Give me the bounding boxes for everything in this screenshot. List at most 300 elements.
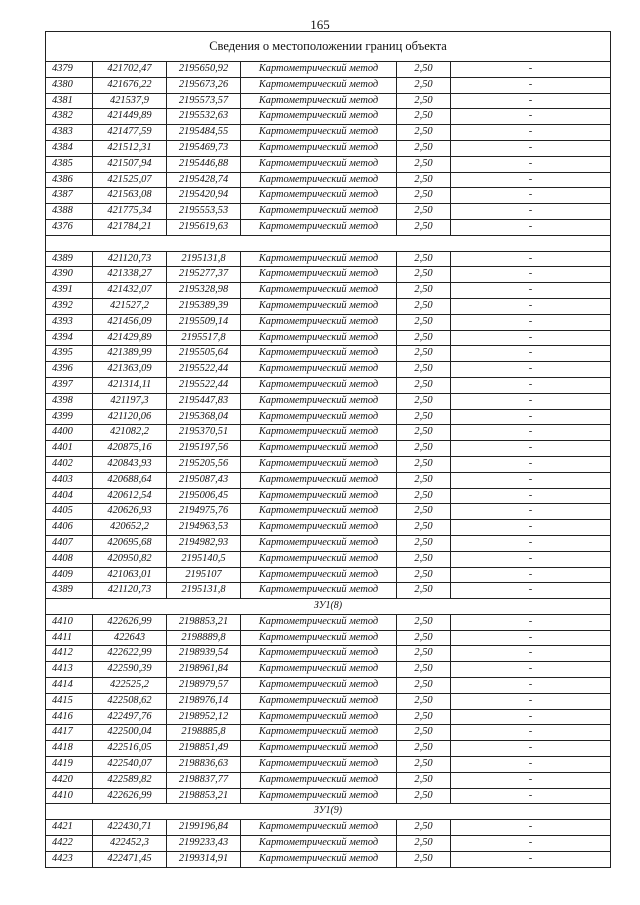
table-row xyxy=(46,567,611,583)
table-row xyxy=(46,441,611,457)
section-header-row xyxy=(46,599,611,615)
note-cell: - xyxy=(451,646,611,662)
point-number-cell: 4421 xyxy=(46,820,93,836)
coord-x-cell: 420695,68 xyxy=(93,535,167,551)
coord-x-cell: 421197,3 xyxy=(93,393,167,409)
point-number-cell: 4402 xyxy=(46,456,93,472)
method-cell: Картометрический метод xyxy=(241,693,397,709)
precision-cell: 2,50 xyxy=(397,441,451,457)
coord-y-cell: 2195277,37 xyxy=(167,267,241,283)
coord-x-cell: 420626,93 xyxy=(93,504,167,520)
coord-y-cell: 2195673,26 xyxy=(167,77,241,93)
note-cell: - xyxy=(451,62,611,78)
note-cell: - xyxy=(451,741,611,757)
coord-y-cell: 2195420,94 xyxy=(167,188,241,204)
coord-x-cell: 422430,71 xyxy=(93,820,167,836)
table-row xyxy=(46,504,611,520)
note-cell: - xyxy=(451,488,611,504)
coord-y-cell: 2198889,8 xyxy=(167,630,241,646)
coord-x-cell: 421512,31 xyxy=(93,140,167,156)
note-cell: - xyxy=(451,172,611,188)
method-cell: Картометрический метод xyxy=(241,267,397,283)
note-cell: - xyxy=(451,425,611,441)
note-cell: - xyxy=(451,820,611,836)
note-cell: - xyxy=(451,662,611,678)
coord-x-cell: 421063,01 xyxy=(93,567,167,583)
precision-cell: 2,50 xyxy=(397,630,451,646)
table-row xyxy=(46,62,611,78)
method-cell: Картометрический метод xyxy=(241,77,397,93)
note-cell: - xyxy=(451,393,611,409)
coord-y-cell: 2195517,8 xyxy=(167,330,241,346)
table-row xyxy=(46,346,611,362)
method-cell: Картометрический метод xyxy=(241,362,397,378)
coord-x-cell: 421338,27 xyxy=(93,267,167,283)
note-cell: - xyxy=(451,772,611,788)
table-row xyxy=(46,77,611,93)
method-cell: Картометрический метод xyxy=(241,298,397,314)
coord-y-cell: 2195197,56 xyxy=(167,441,241,457)
table-row xyxy=(46,551,611,567)
table-row xyxy=(46,172,611,188)
coord-x-cell: 420875,16 xyxy=(93,441,167,457)
point-number-cell: 4412 xyxy=(46,646,93,662)
coord-x-cell: 422497,76 xyxy=(93,709,167,725)
point-number-cell: 4393 xyxy=(46,314,93,330)
coord-x-cell: 421432,07 xyxy=(93,283,167,299)
method-cell: Картометрический метод xyxy=(241,772,397,788)
point-number-cell: 4408 xyxy=(46,551,93,567)
coord-y-cell: 2195428,74 xyxy=(167,172,241,188)
precision-cell: 2,50 xyxy=(397,393,451,409)
method-cell: Картометрический метод xyxy=(241,614,397,630)
method-cell: Картометрический метод xyxy=(241,820,397,836)
point-number-cell: 4389 xyxy=(46,583,93,599)
point-number-cell: 4392 xyxy=(46,298,93,314)
table-row xyxy=(46,125,611,141)
precision-cell: 2,50 xyxy=(397,409,451,425)
point-number-cell: 4409 xyxy=(46,567,93,583)
coord-y-cell: 2198952,12 xyxy=(167,709,241,725)
method-cell: Картометрический метод xyxy=(241,219,397,235)
coord-x-cell: 421563,08 xyxy=(93,188,167,204)
coord-y-cell: 2195328,98 xyxy=(167,283,241,299)
coord-x-cell: 422622,99 xyxy=(93,646,167,662)
note-cell: - xyxy=(451,109,611,125)
method-cell: Картометрический метод xyxy=(241,156,397,172)
note-cell: - xyxy=(451,709,611,725)
note-cell: - xyxy=(451,267,611,283)
table-row xyxy=(46,488,611,504)
note-cell: - xyxy=(451,678,611,694)
precision-cell: 2,50 xyxy=(397,820,451,836)
method-cell: Картометрический метод xyxy=(241,346,397,362)
table-row xyxy=(46,630,611,646)
coord-x-cell: 421525,07 xyxy=(93,172,167,188)
table-row xyxy=(46,693,611,709)
coord-x-cell: 421449,89 xyxy=(93,109,167,125)
method-cell: Картометрический метод xyxy=(241,836,397,852)
method-cell: Картометрический метод xyxy=(241,204,397,220)
coord-y-cell: 2195553,53 xyxy=(167,204,241,220)
point-number-cell: 4418 xyxy=(46,741,93,757)
table-row xyxy=(46,425,611,441)
table-row xyxy=(46,393,611,409)
point-number-cell: 4406 xyxy=(46,520,93,536)
point-number-cell: 4396 xyxy=(46,362,93,378)
coord-x-cell: 422525,2 xyxy=(93,678,167,694)
table-row xyxy=(46,725,611,741)
coord-x-cell: 421507,94 xyxy=(93,156,167,172)
method-cell: Картометрический метод xyxy=(241,377,397,393)
coord-x-cell: 420843,93 xyxy=(93,456,167,472)
point-number-cell: 4394 xyxy=(46,330,93,346)
table-row xyxy=(46,772,611,788)
point-number-cell: 4379 xyxy=(46,62,93,78)
note-cell: - xyxy=(451,788,611,804)
precision-cell: 2,50 xyxy=(397,678,451,694)
note-cell: - xyxy=(451,504,611,520)
table-row xyxy=(46,298,611,314)
coord-x-cell: 420950,82 xyxy=(93,551,167,567)
precision-cell: 2,50 xyxy=(397,772,451,788)
precision-cell: 2,50 xyxy=(397,757,451,773)
coord-x-cell: 421676,22 xyxy=(93,77,167,93)
note-cell: - xyxy=(451,551,611,567)
note-cell: - xyxy=(451,93,611,109)
section-header-row xyxy=(46,804,611,820)
method-cell: Картометрический метод xyxy=(241,425,397,441)
point-number-cell: 4411 xyxy=(46,630,93,646)
coord-y-cell: 2195505,64 xyxy=(167,346,241,362)
coord-y-cell: 2198851,49 xyxy=(167,741,241,757)
table-row xyxy=(46,409,611,425)
coord-y-cell: 2195509,14 xyxy=(167,314,241,330)
note-cell: - xyxy=(451,456,611,472)
point-number-cell: 4382 xyxy=(46,109,93,125)
precision-cell: 2,50 xyxy=(397,172,451,188)
coord-y-cell: 2194982,93 xyxy=(167,535,241,551)
point-number-cell: 4423 xyxy=(46,851,93,867)
coord-y-cell: 2195087,43 xyxy=(167,472,241,488)
coord-y-cell: 2198976,14 xyxy=(167,693,241,709)
point-number-cell: 4398 xyxy=(46,393,93,409)
precision-cell: 2,50 xyxy=(397,583,451,599)
coord-x-cell: 422452,3 xyxy=(93,836,167,852)
precision-cell: 2,50 xyxy=(397,314,451,330)
coord-x-cell: 421775,34 xyxy=(93,204,167,220)
note-cell: - xyxy=(451,204,611,220)
point-number-cell: 4410 xyxy=(46,614,93,630)
boundary-coordinates-table xyxy=(45,31,611,868)
precision-cell: 2,50 xyxy=(397,646,451,662)
table-row xyxy=(46,456,611,472)
table-row xyxy=(46,267,611,283)
note-cell: - xyxy=(451,693,611,709)
coord-y-cell: 2194975,76 xyxy=(167,504,241,520)
coord-y-cell: 2195532,63 xyxy=(167,109,241,125)
point-number-cell: 4388 xyxy=(46,204,93,220)
point-number-cell: 4419 xyxy=(46,757,93,773)
point-number-cell: 4397 xyxy=(46,377,93,393)
precision-cell: 2,50 xyxy=(397,204,451,220)
point-number-cell: 4415 xyxy=(46,693,93,709)
precision-cell: 2,50 xyxy=(397,188,451,204)
method-cell: Картометрический метод xyxy=(241,662,397,678)
point-number-cell: 4399 xyxy=(46,409,93,425)
method-cell: Картометрический метод xyxy=(241,678,397,694)
note-cell: - xyxy=(451,314,611,330)
method-cell: Картометрический метод xyxy=(241,441,397,457)
note-cell: - xyxy=(451,219,611,235)
coord-y-cell: 2195522,44 xyxy=(167,377,241,393)
method-cell: Картометрический метод xyxy=(241,172,397,188)
coord-x-cell: 420612,54 xyxy=(93,488,167,504)
note-cell: - xyxy=(451,140,611,156)
note-cell: - xyxy=(451,409,611,425)
note-cell: - xyxy=(451,630,611,646)
table-row xyxy=(46,109,611,125)
table-row xyxy=(46,156,611,172)
point-number-cell: 4400 xyxy=(46,425,93,441)
method-cell: Картометрический метод xyxy=(241,93,397,109)
method-cell: Картометрический метод xyxy=(241,725,397,741)
coord-y-cell: 2195447,83 xyxy=(167,393,241,409)
table-row xyxy=(46,204,611,220)
table-row xyxy=(46,788,611,804)
coord-y-cell: 2195131,8 xyxy=(167,583,241,599)
precision-cell: 2,50 xyxy=(397,93,451,109)
coord-y-cell: 2198853,21 xyxy=(167,614,241,630)
coord-x-cell: 421120,73 xyxy=(93,251,167,267)
point-number-cell: 4410 xyxy=(46,788,93,804)
point-number-cell: 4390 xyxy=(46,267,93,283)
section-label: ЗУ1(8) xyxy=(46,599,611,615)
coord-x-cell: 421429,89 xyxy=(93,330,167,346)
note-cell: - xyxy=(451,851,611,867)
point-number-cell: 4395 xyxy=(46,346,93,362)
precision-cell: 2,50 xyxy=(397,567,451,583)
precision-cell: 2,50 xyxy=(397,109,451,125)
precision-cell: 2,50 xyxy=(397,535,451,551)
coord-x-cell: 422626,99 xyxy=(93,788,167,804)
section-label: ЗУ1(9) xyxy=(46,804,611,820)
precision-cell: 2,50 xyxy=(397,330,451,346)
precision-cell: 2,50 xyxy=(397,251,451,267)
method-cell: Картометрический метод xyxy=(241,567,397,583)
note-cell: - xyxy=(451,346,611,362)
coord-y-cell: 2198939,54 xyxy=(167,646,241,662)
point-number-cell: 4413 xyxy=(46,662,93,678)
point-number-cell: 4417 xyxy=(46,725,93,741)
precision-cell: 2,50 xyxy=(397,788,451,804)
coord-y-cell: 2195522,44 xyxy=(167,362,241,378)
point-number-cell: 4376 xyxy=(46,219,93,235)
coord-x-cell: 421527,2 xyxy=(93,298,167,314)
coord-y-cell: 2195006,45 xyxy=(167,488,241,504)
method-cell: Картометрический метод xyxy=(241,393,397,409)
point-number-cell: 4381 xyxy=(46,93,93,109)
method-cell: Картометрический метод xyxy=(241,757,397,773)
point-number-cell: 4407 xyxy=(46,535,93,551)
coord-x-cell: 422508,62 xyxy=(93,693,167,709)
coord-y-cell: 2198853,21 xyxy=(167,788,241,804)
note-cell: - xyxy=(451,535,611,551)
blank-cell xyxy=(46,235,611,251)
coord-y-cell: 2195469,73 xyxy=(167,140,241,156)
coord-y-cell: 2194963,53 xyxy=(167,520,241,536)
coord-y-cell: 2198979,57 xyxy=(167,678,241,694)
coord-y-cell: 2198885,8 xyxy=(167,725,241,741)
precision-cell: 2,50 xyxy=(397,741,451,757)
table-row xyxy=(46,251,611,267)
coord-x-cell: 421784,21 xyxy=(93,219,167,235)
coord-x-cell: 421477,59 xyxy=(93,125,167,141)
coord-x-cell: 422590,39 xyxy=(93,662,167,678)
method-cell: Картометрический метод xyxy=(241,646,397,662)
coord-y-cell: 2199196,84 xyxy=(167,820,241,836)
method-cell: Картометрический метод xyxy=(241,456,397,472)
coord-x-cell: 420688,64 xyxy=(93,472,167,488)
point-number-cell: 4385 xyxy=(46,156,93,172)
note-cell: - xyxy=(451,125,611,141)
method-cell: Картометрический метод xyxy=(241,109,397,125)
point-number-cell: 4384 xyxy=(46,140,93,156)
point-number-cell: 4404 xyxy=(46,488,93,504)
coord-x-cell: 421389,99 xyxy=(93,346,167,362)
coord-y-cell: 2199314,91 xyxy=(167,851,241,867)
table-title: Сведения о местоположении границ объекта xyxy=(46,32,611,62)
note-cell: - xyxy=(451,362,611,378)
note-cell: - xyxy=(451,283,611,299)
table-row xyxy=(46,188,611,204)
method-cell: Картометрический метод xyxy=(241,409,397,425)
note-cell: - xyxy=(451,441,611,457)
precision-cell: 2,50 xyxy=(397,504,451,520)
precision-cell: 2,50 xyxy=(397,298,451,314)
coord-y-cell: 2195484,55 xyxy=(167,125,241,141)
coord-x-cell: 422589,82 xyxy=(93,772,167,788)
table-row xyxy=(46,330,611,346)
blank-separator-row xyxy=(46,235,611,251)
point-number-cell: 4403 xyxy=(46,472,93,488)
coord-x-cell: 421456,09 xyxy=(93,314,167,330)
coord-y-cell: 2198837,77 xyxy=(167,772,241,788)
point-number-cell: 4420 xyxy=(46,772,93,788)
method-cell: Картометрический метод xyxy=(241,488,397,504)
coord-x-cell: 422516,05 xyxy=(93,741,167,757)
table-row xyxy=(46,283,611,299)
table-row xyxy=(46,757,611,773)
coord-y-cell: 2195573,57 xyxy=(167,93,241,109)
coord-x-cell: 422471,45 xyxy=(93,851,167,867)
method-cell: Картометрический метод xyxy=(241,251,397,267)
point-number-cell: 4389 xyxy=(46,251,93,267)
precision-cell: 2,50 xyxy=(397,219,451,235)
precision-cell: 2,50 xyxy=(397,551,451,567)
coord-x-cell: 420652,2 xyxy=(93,520,167,536)
table-row xyxy=(46,535,611,551)
note-cell: - xyxy=(451,583,611,599)
table-row xyxy=(46,678,611,694)
coord-x-cell: 422626,99 xyxy=(93,614,167,630)
table-row xyxy=(46,820,611,836)
coord-y-cell: 2198836,63 xyxy=(167,757,241,773)
coord-x-cell: 422500,04 xyxy=(93,725,167,741)
method-cell: Картометрический метод xyxy=(241,140,397,156)
precision-cell: 2,50 xyxy=(397,614,451,630)
precision-cell: 2,50 xyxy=(397,836,451,852)
precision-cell: 2,50 xyxy=(397,456,451,472)
method-cell: Картометрический метод xyxy=(241,851,397,867)
note-cell: - xyxy=(451,251,611,267)
coord-y-cell: 2199233,43 xyxy=(167,836,241,852)
point-number-cell: 4380 xyxy=(46,77,93,93)
precision-cell: 2,50 xyxy=(397,346,451,362)
note-cell: - xyxy=(451,757,611,773)
precision-cell: 2,50 xyxy=(397,520,451,536)
coord-x-cell: 421082,2 xyxy=(93,425,167,441)
method-cell: Картометрический метод xyxy=(241,741,397,757)
point-number-cell: 4422 xyxy=(46,836,93,852)
coord-x-cell: 421314,11 xyxy=(93,377,167,393)
table-row xyxy=(46,93,611,109)
table-row xyxy=(46,709,611,725)
precision-cell: 2,50 xyxy=(397,662,451,678)
precision-cell: 2,50 xyxy=(397,77,451,93)
method-cell: Картометрический метод xyxy=(241,630,397,646)
note-cell: - xyxy=(451,520,611,536)
coord-y-cell: 2195650,92 xyxy=(167,62,241,78)
precision-cell: 2,50 xyxy=(397,725,451,741)
precision-cell: 2,50 xyxy=(397,140,451,156)
precision-cell: 2,50 xyxy=(397,709,451,725)
coord-y-cell: 2195389,39 xyxy=(167,298,241,314)
coord-x-cell: 421363,09 xyxy=(93,362,167,378)
note-cell: - xyxy=(451,567,611,583)
method-cell: Картометрический метод xyxy=(241,330,397,346)
precision-cell: 2,50 xyxy=(397,362,451,378)
note-cell: - xyxy=(451,377,611,393)
page-number: 165 xyxy=(310,17,330,32)
coord-y-cell: 2195107 xyxy=(167,567,241,583)
table-row xyxy=(46,314,611,330)
point-number-cell: 4401 xyxy=(46,441,93,457)
table-row xyxy=(46,662,611,678)
precision-cell: 2,50 xyxy=(397,156,451,172)
method-cell: Картометрический метод xyxy=(241,551,397,567)
precision-cell: 2,50 xyxy=(397,62,451,78)
point-number-cell: 4414 xyxy=(46,678,93,694)
coord-y-cell: 2198961,84 xyxy=(167,662,241,678)
method-cell: Картометрический метод xyxy=(241,283,397,299)
table-row xyxy=(46,377,611,393)
note-cell: - xyxy=(451,156,611,172)
note-cell: - xyxy=(451,188,611,204)
note-cell: - xyxy=(451,836,611,852)
table-row xyxy=(46,219,611,235)
point-number-cell: 4391 xyxy=(46,283,93,299)
method-cell: Картометрический метод xyxy=(241,188,397,204)
precision-cell: 2,50 xyxy=(397,283,451,299)
note-cell: - xyxy=(451,725,611,741)
coord-x-cell: 421537,9 xyxy=(93,93,167,109)
table-title-row xyxy=(46,32,611,62)
table-row xyxy=(46,646,611,662)
coord-y-cell: 2195131,8 xyxy=(167,251,241,267)
precision-cell: 2,50 xyxy=(397,267,451,283)
precision-cell: 2,50 xyxy=(397,125,451,141)
